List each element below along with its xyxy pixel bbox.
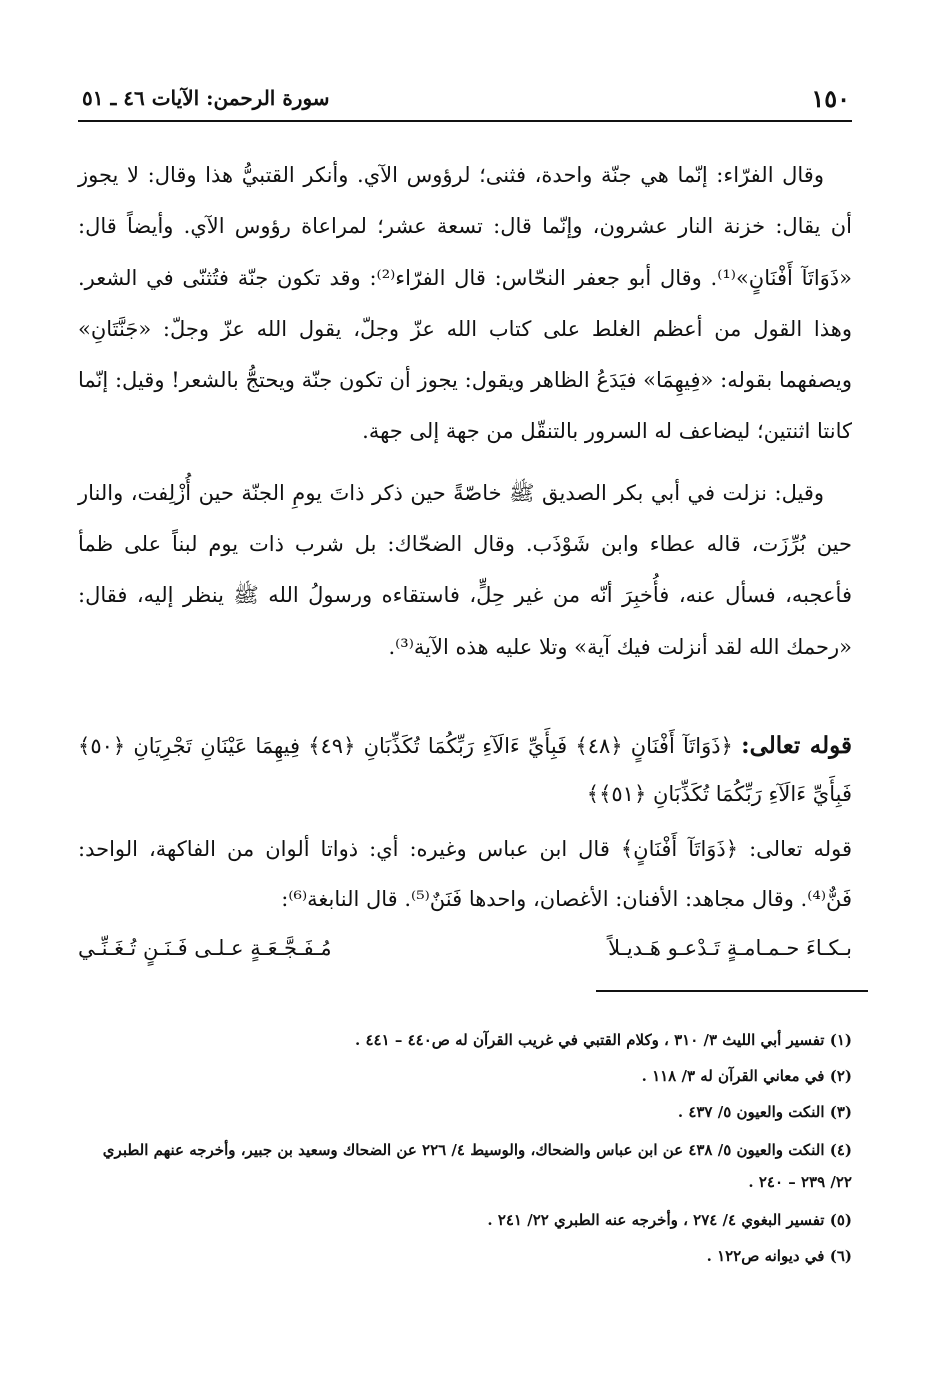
- running-title: سورة الرحمن: الآيات ٤٦ ـ ٥١: [82, 86, 330, 110]
- paragraph-2: وقيل: نزلت في أبي بكر الصديق ﷺ خاصّةً حين ذكر ذاتَ يومِ الجنّة حين أُزْلِفت، والنار حين بُرِّزَت، قاله عطاء وابن شَوْذَب. وقال الضحّاك: بل شرب ذات يوم لبناً على ظمأ فأعجبه، فسأل عنه، فأُخبِرَ أنّه من غير حِلٍّ، فاستقاءه ورسولُ الله ﷺ ينظر إليه، فقال: «رحمك الله لقد أنزلت فيك آية» وتلا عليه هذه الآية⁽³⁾.: [78, 480, 852, 659]
- footnote-text: في معاني القرآن له ٣/ ١١٨ .: [641, 1067, 825, 1085]
- page-number: ١٥٠: [811, 84, 850, 113]
- poem-verse: [78, 936, 852, 980]
- verse-lead: قوله تعالى:: [741, 732, 852, 759]
- footnote-number: (٦): [829, 1247, 852, 1265]
- footnote-4: [78, 1134, 852, 1198]
- footnote-number: (٢): [829, 1067, 852, 1085]
- commentary-paragraph: قوله تعالى: ﴿ذَوَاتَآ أَفْنَانٍ﴾ قال ابن عباس وغيره: أي: ذواتا ألوان من الفاكهة، الواحد: فَنٌّ⁽⁴⁾. وقال مجاهد: الأفنان: الأغصان، واحدها فَنَنٌ⁽⁵⁾. قال النابغة⁽⁶⁾:: [78, 837, 852, 911]
- poem-hemistich-second: مُـفَـجَّـعَـةٍ عـلـى فَـنَـنٍ تُـغَـنِّـي: [78, 936, 332, 960]
- footnote-6: [78, 1242, 852, 1270]
- footnote-3: [78, 1098, 852, 1126]
- body-text: [78, 150, 852, 673]
- footnote-number: (١): [829, 1031, 852, 1049]
- footnote-number: (٥): [829, 1211, 852, 1229]
- footnotes: [78, 1026, 852, 1278]
- footnote-1: [78, 1026, 852, 1054]
- footnote-text: في ديوانه ص١٢٢ .: [706, 1247, 825, 1265]
- footnote-5: [78, 1206, 852, 1234]
- footnote-separator: [596, 990, 868, 992]
- footnote-number: (٣): [829, 1103, 852, 1121]
- verse-text: ﴿ذَوَاتَآ أَفْنَانٍ ﴿٤٨﴾ فَبِأَيِّ ءَالَآءِ رَبِّكُمَا تُكَذِّبَانِ ﴿٤٩﴾ فِيهِمَا عَيْنَانِ تَجْرِيَانِ ﴿٥٠﴾ فَبِأَيِّ ءَالَآءِ رَبِّكُمَا تُكَذِّبَانِ ﴿٥١﴾﴾: [78, 734, 852, 806]
- footnote-text: تفسير البغوي ٤/ ٢٧٤ ، وأخرجه عنه الطبري ٢٢/ ٢٤١ .: [487, 1211, 825, 1229]
- paragraph-1: وقال الفرّاء: إنّما هي جنّة واحدة، فثنى؛ لرؤوس الآي. وأنكر القتبيُّ هذا وقال: لا يجوز أن يقال: خزنة النار عشرون، وإنّما قال: تسعة عشر؛ لمراعاة رؤوس الآي. وأيضاً قال: «ذَوَاتَآ أَفْنَانٍ»⁽¹⁾. وقال أبو جعفر النحّاس: قال الفرّاء⁽²⁾: وقد تكون جنّة فتُثنّى في الشعر. وهذا القول من أعظم الغلط على كتاب الله عزّ وجلّ، يقول الله عزّ وجلّ: «جَنَّتَانِ» ويصفهما بقوله: «فِيهِمَا» فيَدَعُ الظاهر ويقول: يجوز أن تكون جنّة ويحتجُّ بالشعر! وقيل: إنّما كانتا اثنتين؛ ليضاعف له السرور بالتنقّل من جهة إلى جهة.: [78, 163, 853, 444]
- footnote-number: (٤): [829, 1141, 852, 1159]
- poem-hemistich-first: بـكـاءَ حـمـامـةٍ تَـدْعـو هَـديـلاً: [608, 936, 852, 960]
- page-header: [78, 80, 852, 122]
- footnote-2: [78, 1062, 852, 1090]
- footnote-text: النكت والعيون ٥/ ٤٣٧ .: [677, 1103, 825, 1121]
- quran-verse: [78, 722, 852, 818]
- footnote-text: النكت والعيون ٥/ ٤٣٨ عن ابن عباس والضحاك، والوسيط ٤/ ٢٢٦ عن الضحاك وسعيد بن جبير، وأخرجه عنهم الطبري ٢٢/ ٢٣٩ – ٢٤٠ .: [102, 1141, 852, 1191]
- footnote-text: تفسير أبي الليث ٣/ ٣١٠ ، وكلام القتبي في غريب القرآن له ص٤٤٠ – ٤٤١ .: [355, 1031, 825, 1049]
